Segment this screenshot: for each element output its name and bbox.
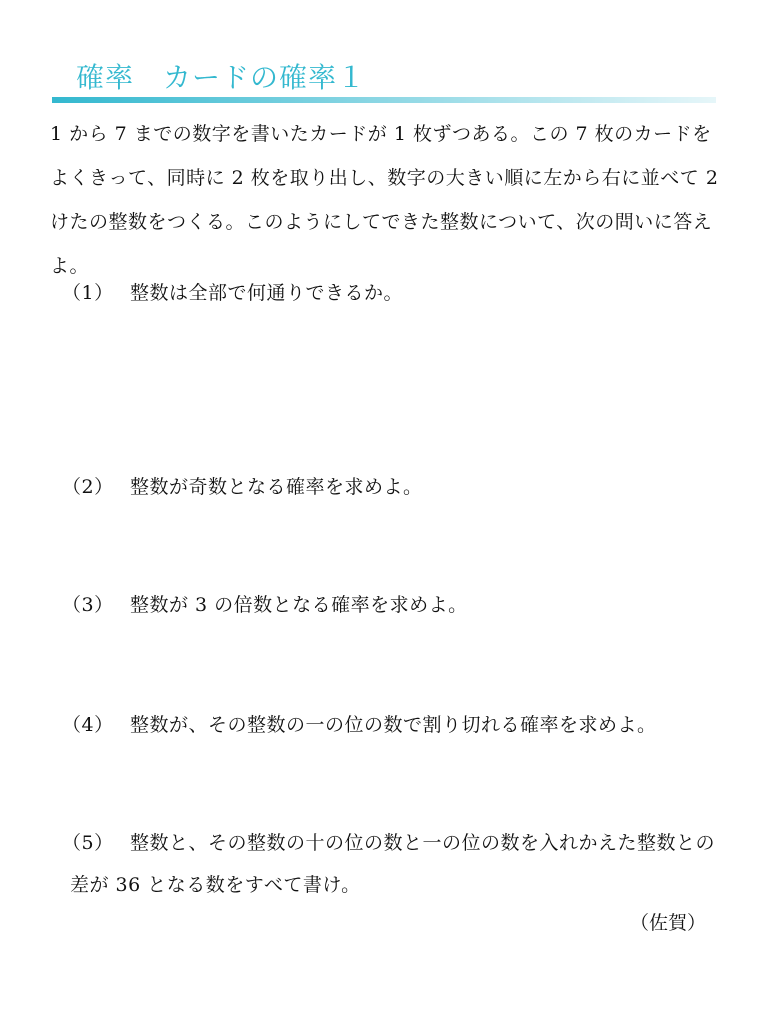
question-text: 整数が 3 の倍数となる確率を求めよ。	[130, 594, 468, 616]
question-text: 整数が奇数となる確率を求めよ。	[130, 476, 423, 498]
question-number: （2）	[62, 476, 114, 498]
question-1	[50, 272, 722, 314]
title-underline-bar	[52, 97, 716, 103]
question-number: （1）	[62, 282, 114, 304]
question-text: 整数は全部で何通りできるか。	[130, 282, 404, 304]
question-2	[50, 466, 722, 508]
source-label: （佐賀）	[629, 912, 706, 934]
question-3	[50, 584, 722, 626]
question-text: 整数と、その整数の十の位の数と一の位の数を入れかえた整数との差が 36 となる数をすべて書け。	[70, 832, 716, 896]
page-title: 確率 カードの確率１	[76, 61, 367, 94]
question-text: 整数が、その整数の一の位の数で割り切れる確率を求めよ。	[130, 714, 657, 736]
question-number: （3）	[62, 594, 114, 616]
question-number: （5）	[62, 832, 114, 854]
question-4	[50, 704, 722, 746]
question-5	[50, 822, 722, 906]
question-number: （4）	[62, 714, 114, 736]
problem-intro: 1 から 7 までの数字を書いたカードが 1 枚ずつある。この 7 枚のカードをよくきって、同時に 2 枚を取り出し、数字の大きい順に左から右に並べて 2 けたの整数をつくる。このようにしてできた整数について、次の問いに答えよ。	[50, 123, 719, 277]
